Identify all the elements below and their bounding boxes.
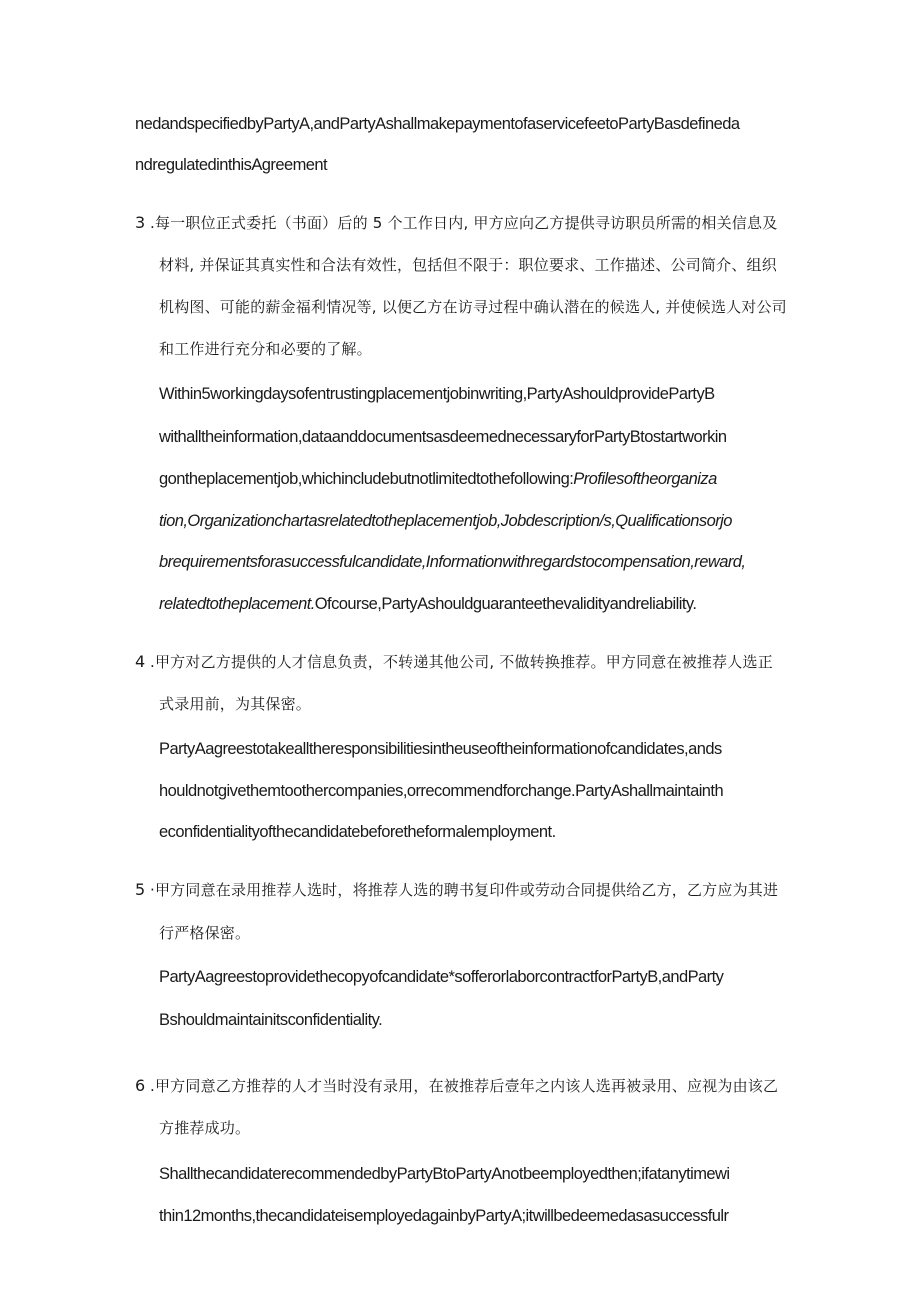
item-3-en-line-4-italic: tion,Organizationchartasrelatedtotheplacementjob,Jobdescription/s,Qualificationsorjo (159, 512, 732, 530)
item-5-zh-line-2: 行严格保密。 (159, 924, 251, 942)
intro-line-1: nedandspecifiedbyPartyA,andPartyAshallmakepaymentofaservicefeetoPartyBasdefineda (135, 115, 740, 133)
item-5-en-line-2: Bshouldmaintainitsconfidentiality. (159, 1011, 383, 1029)
item-3-en-line-6b: Ofcourse,PartyAshouldguaranteethevalidityandreliability. (314, 595, 697, 613)
item-3-en-line-3a: gontheplacementjob,whichincludebutnotlimitedtothefollowing: (159, 470, 574, 488)
item-3-en-line-6 (159, 594, 696, 614)
item-4-number: 4 (135, 652, 146, 671)
item-6-number: 6 (135, 1076, 146, 1095)
item-5-en-line-1: PartyAagreestoprovidethecopyofcandidate*sofferorlaborcontractforPartyB,andParty (159, 968, 724, 986)
intro-line-2: ndregulatedinthisAgreement (135, 156, 328, 174)
item-4-zh-line-1: .甲方对乙方提供的人才信息负责，不转递其他公司, 不做转换推荐。甲方同意在被推荐人选正 (150, 653, 773, 671)
item-4-en-line-2: houldnotgivethemtoothercompanies,orrecommendforchange.PartyAshallmaintainth (159, 782, 724, 800)
item-3-en-line-3 (159, 469, 717, 489)
item-6-zh-line-1: .甲方同意乙方推荐的人才当时没有录用，在被推荐后壹年之内该人选再被录用、应视为由该乙 (150, 1077, 779, 1095)
item-3-en-line-6a: relatedtotheplacement. (159, 595, 315, 613)
item-3-en-line-5 (159, 552, 745, 572)
item-3-zh-line-3: 机构图、可能的薪金福利情况等, 以便乙方在访寻过程中确认潜在的候选人, 并使候选人对公司 (159, 298, 787, 316)
item-4-zh-line-2: 式录用前，为其保密。 (159, 695, 312, 713)
item-3-en-line-1: Within5workingdaysofentrustingplacementjobinwriting,PartyAshouldprovidePartyB (159, 385, 715, 403)
item-3-en-line-5-italic: brequirementsforasuccessfulcandidate,Informationwithregardstocompensation,reward, (159, 553, 746, 571)
item-6-en-line-1: ShallthecandidaterecommendedbyPartyBtoPartyAnotbeemployedthen;ifatanytimewi (159, 1165, 730, 1183)
item-3-en-line-3b: Profilesoftheorganiza (573, 470, 717, 488)
item-4-en-line-1: PartyAagreestotakealltheresponsibilitiesintheuseoftheinformationofcandidates,ands (159, 740, 722, 758)
item-6-en-line-2: thin12months,thecandidateisemployedagainbyPartyA;itwillbedeemedasasuccessfulr (159, 1207, 729, 1225)
item-3-en-line-2: withalltheinformation,dataanddocumentsasdeemednecessaryforPartyBtostartworkin (159, 428, 727, 446)
item-4-en-line-3: econfidentialityofthecandidatebeforetheformalemployment. (159, 823, 556, 841)
item-3-zh-line-1: .每一职位正式委托（书面）后的 5 个工作日内, 甲方应向乙方提供寻访职员所需的相关信息及 (150, 214, 778, 232)
item-6-zh-line-2: 方推荐成功。 (159, 1119, 251, 1137)
item-3-zh-line-2: 材料, 并保证其真实性和合法有效性，包括但不限于：职位要求、工作描述、公司简介、组织 (159, 256, 777, 274)
item-3-zh-line-4: 和工作进行充分和必要的了解。 (159, 340, 372, 358)
item-5-number: 5 (135, 880, 146, 899)
item-3-en-line-4 (159, 511, 732, 531)
item-5-zh-line-1: ·甲方同意在录用推荐人选时，将推荐人选的聘书复印件或劳动合同提供给乙方，乙方应为其进 (150, 881, 779, 899)
item-3-number: 3 (135, 213, 146, 232)
